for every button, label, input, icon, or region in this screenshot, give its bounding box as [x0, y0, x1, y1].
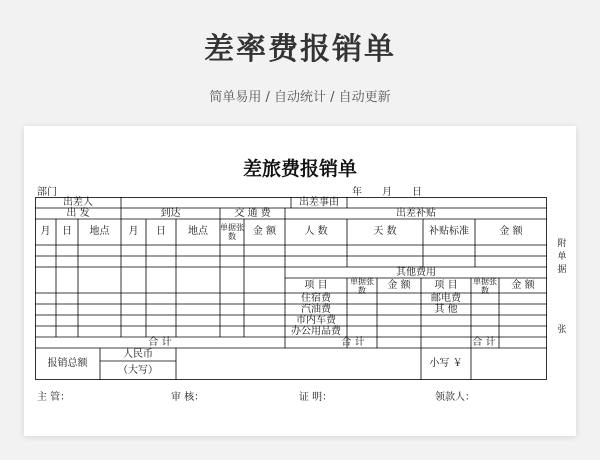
other-expenses-label: 其他费用 [396, 266, 436, 278]
subtotal-label-right: 合 计 [472, 336, 496, 348]
rmb-label: 人民币 [123, 348, 153, 360]
item-other: 其 他 [434, 303, 458, 315]
item-city-transport: 市内车费 [296, 314, 336, 326]
arrive-label: 到达 [160, 207, 181, 219]
col-transport-amount: 金 额 [252, 226, 277, 237]
item-office-supplies: 办公用品费 [291, 325, 341, 337]
uppercase-label: （大写） [118, 364, 158, 376]
col-item-left: 项 目 [304, 279, 328, 291]
page-subtitle: 简单易用 / 自动统计 / 自动更新 [209, 90, 391, 105]
col-depart-day: 日 [62, 226, 72, 237]
col-depart-month: 月 [40, 226, 51, 237]
year-label: 年 [352, 187, 362, 198]
supervisor-label: 主 管： [37, 392, 71, 403]
col-standard: 补贴标准 [429, 226, 469, 237]
col-transport-receipts: 单据张数 [220, 223, 244, 241]
reason-label: 出差事由 [299, 196, 339, 208]
col-arrive-place: 地点 [188, 226, 208, 237]
depart-label: 出 发 [66, 207, 90, 219]
col-people: 人 数 [304, 226, 328, 237]
dept-label: 部门 [37, 187, 57, 198]
col-arrive-day: 日 [156, 226, 166, 237]
sheets-label: 张 [557, 325, 567, 335]
col-receipts-left: 单据张数 [350, 276, 374, 295]
lowercase-label: 小写 ￥ [429, 358, 463, 369]
proof-label: 证 明： [299, 392, 333, 403]
page-title: 差率费报销单 [204, 32, 396, 67]
col-amount-right: 金 额 [511, 279, 535, 291]
col-arrive-month: 月 [128, 226, 139, 237]
col-receipts-right: 单据张数 [473, 276, 497, 295]
allowance-label: 出差补贴 [396, 207, 436, 219]
item-postage: 邮电费 [431, 292, 461, 304]
col-allowance-amount: 金 额 [499, 226, 523, 237]
expense-table [35, 197, 547, 380]
item-lodging: 住宿费 [301, 292, 331, 304]
subtotal-label-mid: 合 计 [341, 336, 365, 348]
form-sheet [24, 126, 576, 436]
total-amount-label: 报销总额 [47, 358, 88, 369]
receiver-label: 领款人： [435, 392, 475, 403]
transport-label: 交 通 费 [234, 207, 271, 219]
subtotal-label-left: 合 计 [148, 336, 172, 348]
month-label: 月 [382, 187, 392, 198]
form-title: 差旅费报销单 [242, 158, 357, 180]
traveler-label: 出差人 [63, 196, 93, 208]
review-label: 审 核： [171, 392, 205, 403]
col-depart-place: 地点 [89, 226, 110, 237]
col-amount-left: 金 额 [387, 279, 411, 291]
attached-receipts-label: 附单据 [557, 239, 567, 275]
col-days: 天 数 [373, 226, 397, 237]
item-fuel: 汽油费 [301, 303, 331, 315]
col-item-right: 项 目 [434, 279, 458, 291]
day-label: 日 [412, 187, 422, 198]
